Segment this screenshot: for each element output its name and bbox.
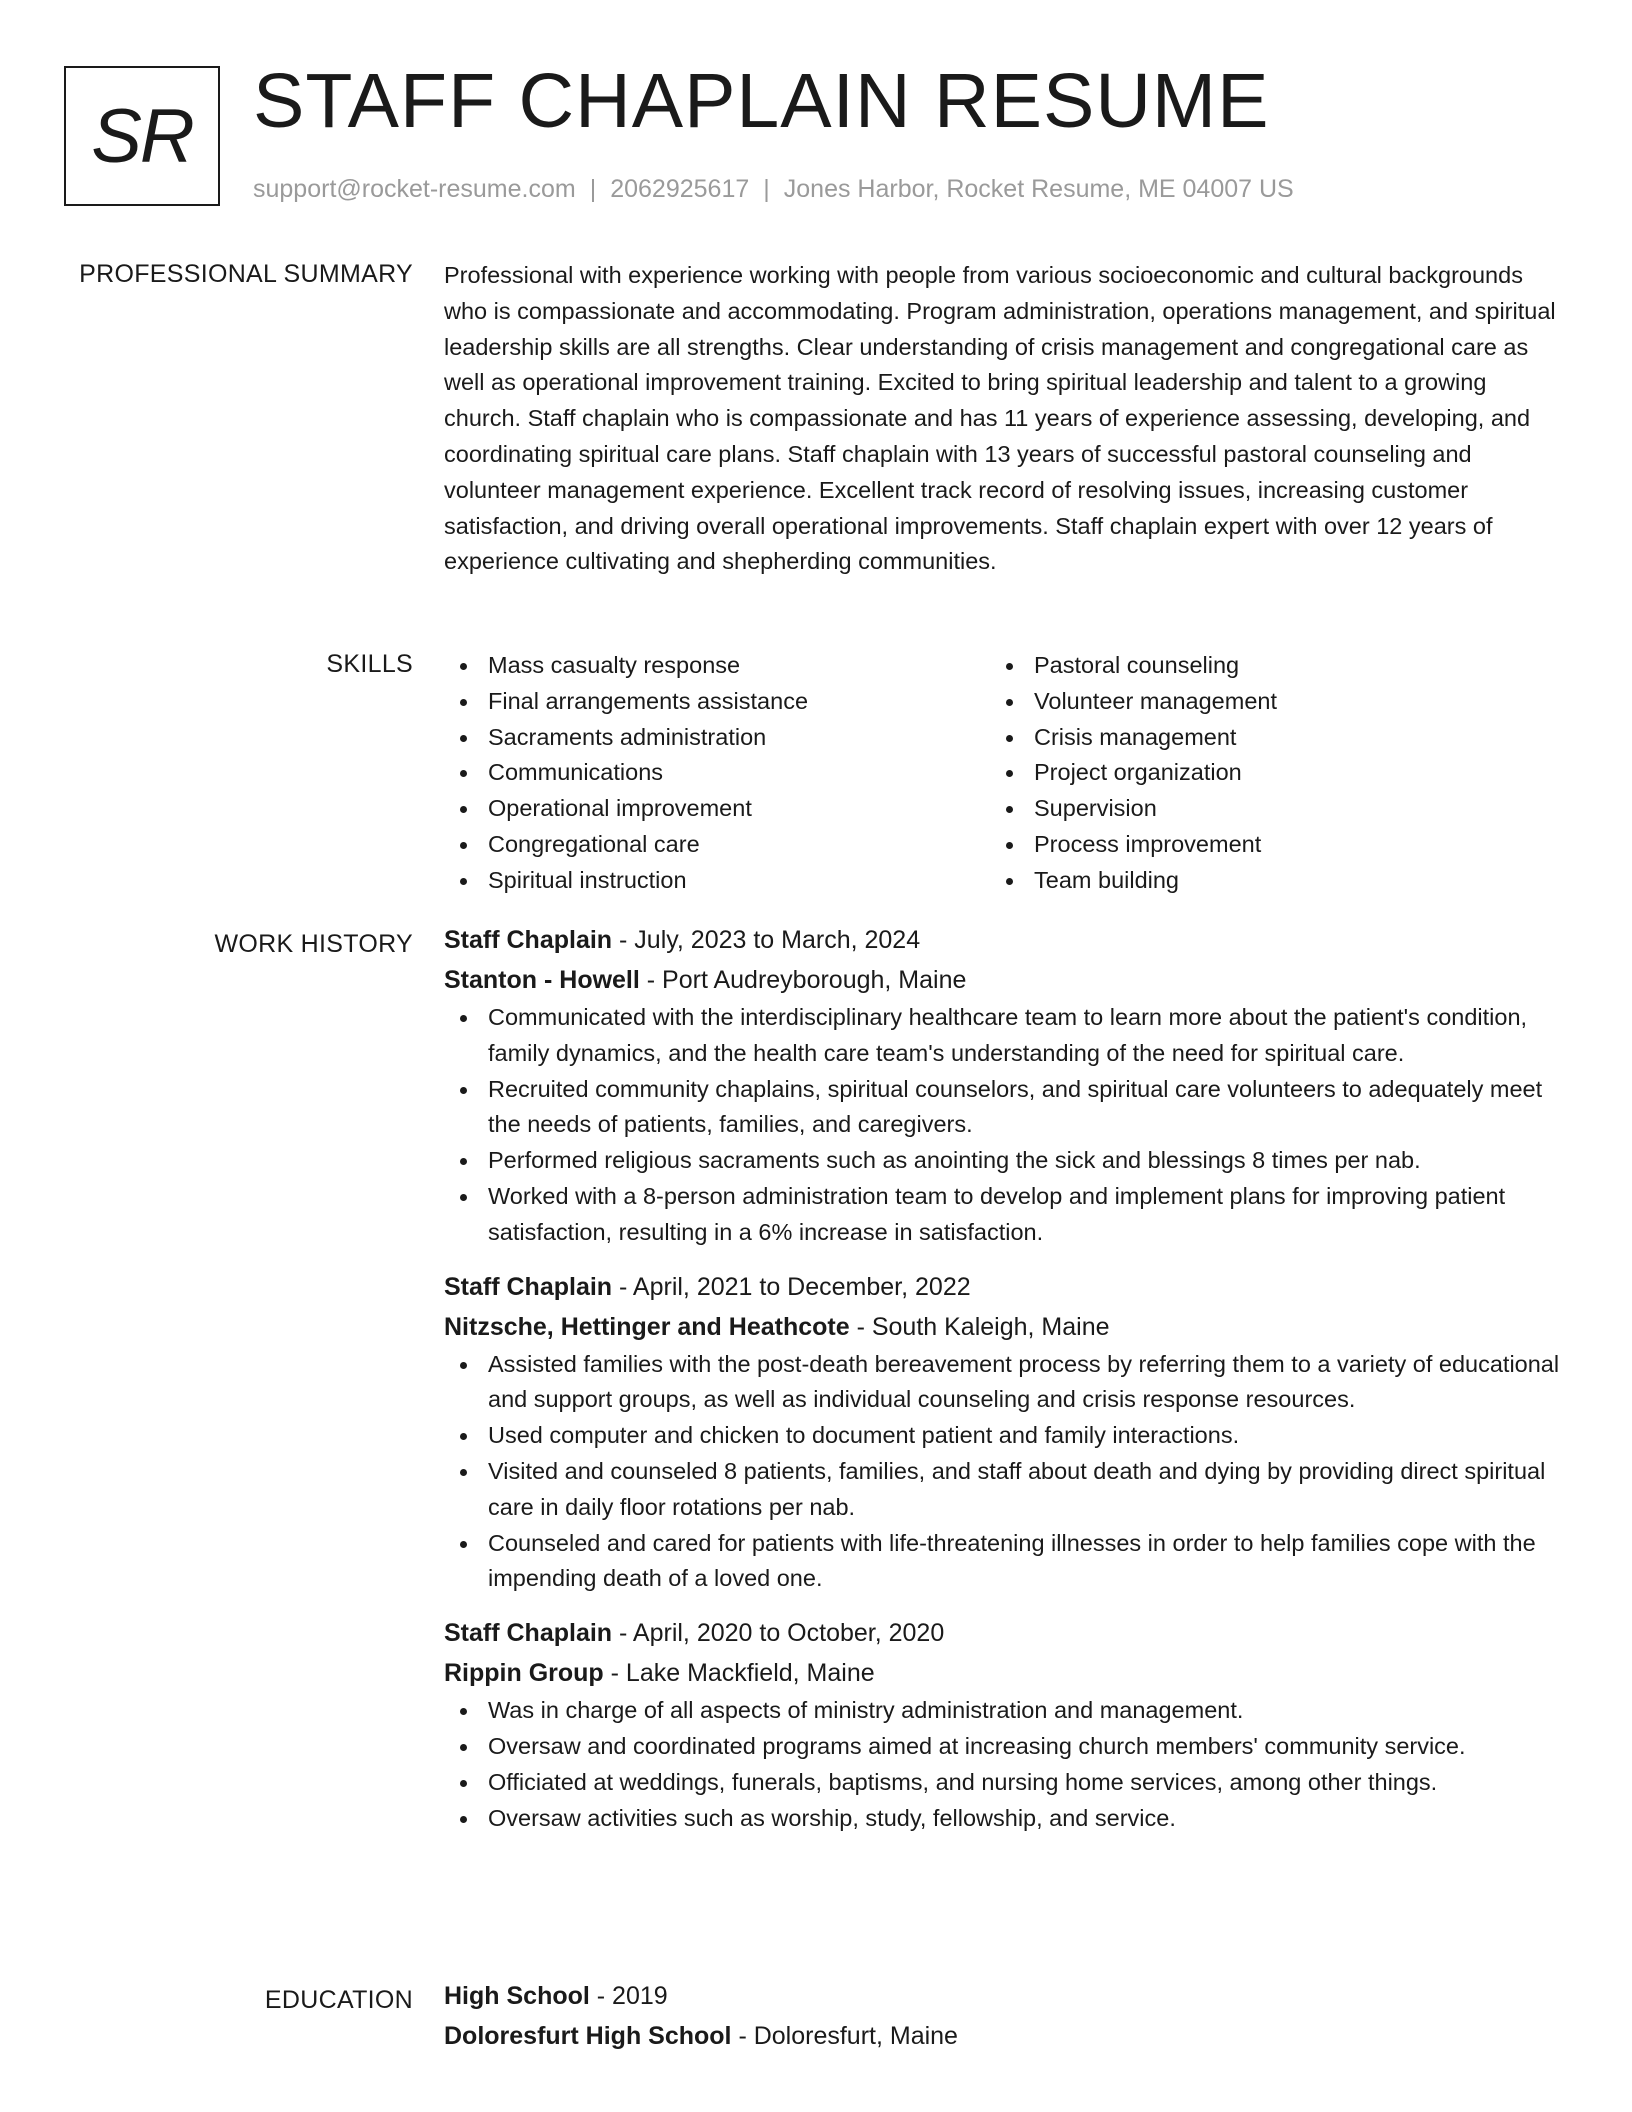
job-title-line: [444, 1613, 1562, 1653]
job-entry: [444, 920, 1562, 1251]
skill-item: Spiritual instruction: [444, 863, 990, 899]
skill-item: Communications: [444, 755, 990, 791]
job-title-line: [444, 1267, 1562, 1307]
education-school: Doloresfurt High School: [444, 2022, 732, 2050]
job-bullet: Oversaw activities such as worship, study, fellowship, and service.: [444, 1801, 1562, 1837]
job-bullet: Assisted families with the post-death bereavement process by referring them to a variety of educational and support groups, as well as individual counseling and crisis response resources.: [444, 1347, 1562, 1419]
work-history-heading: WORK HISTORY: [214, 930, 413, 958]
contact-separator: |: [763, 175, 770, 203]
job-location: - South Kaleigh, Maine: [849, 1312, 1110, 1341]
job-bullet: Worked with a 8-person administration team to develop and implement plans for improving patient satisfaction, resulting in a 6% increase in satisfaction.: [444, 1179, 1562, 1251]
job-bullet: Oversaw and coordinated programs aimed at increasing church members' community service.: [444, 1729, 1562, 1765]
skill-item: Congregational care: [444, 827, 990, 863]
job-entry: [444, 1613, 1562, 1836]
job-company: Nitzsche, Hettinger and Heathcote: [444, 1312, 850, 1341]
job-title: Staff Chaplain: [444, 926, 613, 954]
education-degree: High School: [444, 1982, 590, 2010]
skills-list-right: [990, 648, 1536, 899]
skill-item: Volunteer management: [990, 684, 1536, 720]
skill-item: Final arrangements assistance: [444, 684, 990, 720]
education-school-line: [444, 2016, 1562, 2056]
education-year: - 2019: [589, 1982, 668, 2010]
job-bullets: [444, 1347, 1562, 1598]
job-title: Staff Chaplain: [444, 1619, 613, 1648]
contact-line: [253, 173, 1294, 205]
education-heading: EDUCATION: [264, 1986, 413, 2014]
skill-item: Process improvement: [990, 827, 1536, 863]
job-entry: [444, 1267, 1562, 1598]
job-bullet: Visited and counseled 8 patients, families, and staff about death and dying by providing direct spiritual care in daily floor rotations per nab.: [444, 1454, 1562, 1526]
job-bullets: [444, 1693, 1562, 1836]
job-bullet: Used computer and chicken to document patient and family interactions.: [444, 1418, 1562, 1454]
summary-heading: PROFESSIONAL SUMMARY: [79, 260, 413, 288]
job-title: Staff Chaplain: [444, 1272, 613, 1301]
contact-email[interactable]: support@rocket-resume.com: [253, 175, 576, 203]
education-degree-line: [444, 1976, 1562, 2016]
monogram-logo: SR: [64, 66, 220, 206]
job-company: Rippin Group: [444, 1659, 604, 1688]
contact-separator: |: [589, 175, 597, 203]
education-body: [444, 1976, 1562, 2056]
job-location: - Port Audreyborough, Maine: [639, 966, 967, 994]
job-bullet: Officiated at weddings, funerals, baptisms, and nursing home services, among other things.: [444, 1765, 1562, 1801]
job-dates: - April, 2020 to October, 2020: [612, 1619, 945, 1648]
skill-item: Sacraments administration: [444, 720, 990, 756]
skill-item: Operational improvement: [444, 791, 990, 827]
job-company-line: [444, 1653, 1562, 1693]
job-company-line: [444, 960, 1562, 1000]
job-bullets: [444, 1000, 1562, 1251]
skill-item: Project organization: [990, 755, 1536, 791]
job-location: - Lake Mackfield, Maine: [603, 1659, 875, 1688]
skill-item: Pastoral counseling: [990, 648, 1536, 684]
skills-list-left: [444, 648, 990, 899]
job-bullet: Recruited community chaplains, spiritual counselors, and spiritual care volunteers to adequately meet the needs of patients, families, and caregivers.: [444, 1072, 1562, 1144]
job-bullet: Communicated with the interdisciplinary healthcare team to learn more about the patient's condition, family dynamics, and the health care team's understanding of the need for spiritual care.: [444, 1000, 1562, 1072]
contact-address: Jones Harbor, Rocket Resume, ME 04007 US: [783, 175, 1294, 203]
job-company: Stanton - Howell: [444, 966, 640, 994]
summary-text: Professional with experience working with people from various socioeconomic and cultural backgrounds who is compassionate and accommodating. Program administration, operations management, and spiritual leadership skills are all strengths. Clear understanding of crisis management and congregational care as well as operational improvement training. Excited to bring spiritual leadership and talent to a growing church. Staff chaplain who is compassionate and has 11 years of experience assessing, developing, and coordinating spiritual care plans. Staff chaplain with 13 years of successful pastoral counseling and volunteer management experience. Excellent track record of resolving issues, increasing customer satisfaction, and driving overall operational improvements. Staff chaplain expert with over 12 years of experience cultivating and shepherding communities.: [444, 262, 1556, 575]
skill-item: Mass casualty response: [444, 648, 990, 684]
summary-body: [444, 258, 1562, 580]
education-location: - Doloresfurt, Maine: [731, 2022, 958, 2050]
job-bullet: Was in charge of all aspects of ministry administration and management.: [444, 1693, 1562, 1729]
job-dates: - July, 2023 to March, 2024: [612, 926, 921, 954]
skills-body: [444, 648, 1562, 899]
skill-item: Supervision: [990, 791, 1536, 827]
skills-heading: SKILLS: [326, 650, 413, 678]
page-title: STAFF CHAPLAIN RESUME: [253, 58, 1270, 144]
job-bullet: Performed religious sacraments such as anointing the sick and blessings 8 times per nab.: [444, 1143, 1562, 1179]
work-history-body: [444, 926, 1562, 1831]
job-company-line: [444, 1307, 1562, 1347]
job-dates: - April, 2021 to December, 2022: [612, 1272, 971, 1301]
skill-item: Crisis management: [990, 720, 1536, 756]
skill-item: Team building: [990, 863, 1536, 899]
job-bullet: Counseled and cared for patients with life-threatening illnesses in order to help families cope with the impending death of a loved one.: [444, 1526, 1562, 1598]
contact-phone[interactable]: 2062925617: [610, 175, 750, 203]
job-title-line: [444, 920, 1562, 960]
